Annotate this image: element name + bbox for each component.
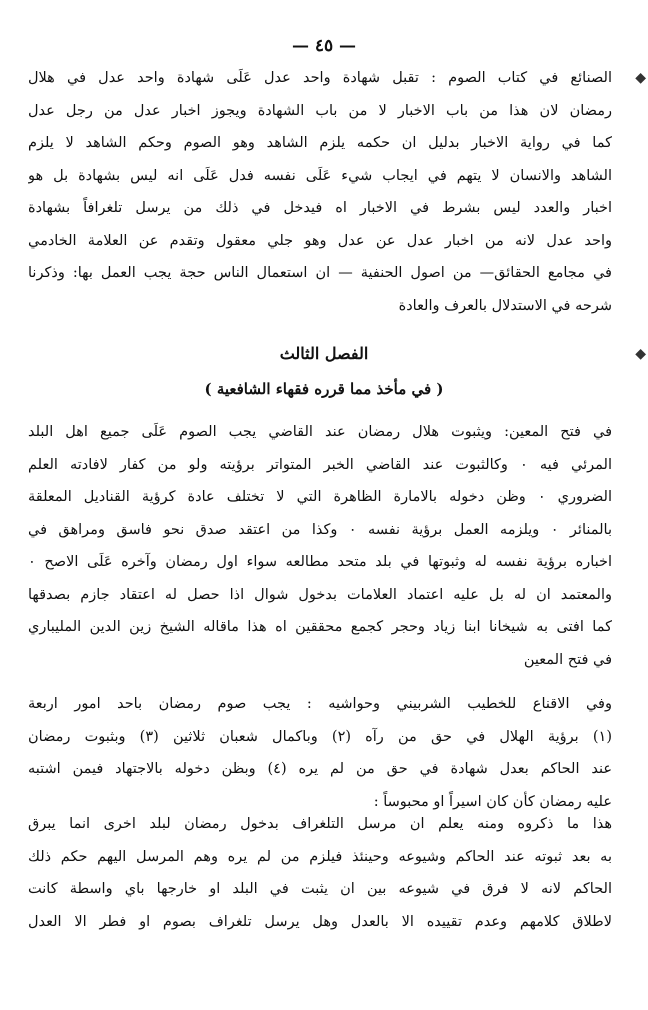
text-line: والمعتمد ان له بل عليه اعتماد العلامات بدخول شوال اذا حصل له اعتقاد جازم بصدقها — [28, 586, 612, 603]
text-line: اخباره برؤية نفسه له وثبوتها في بلد متحد مطالعه سواء اول رمضان وآخره عَلَى الاصح ٠ — [28, 554, 612, 570]
text-line: شرحه في الاستدلال بالعرف والعادة — [398, 297, 612, 314]
text-line: بالمنائر ٠ ويلزمه العمل برؤية نفسه ٠ وكذا من اعتقد صدق نحو فاسق ومراهق في — [28, 521, 612, 538]
text-line: اخبار والعدد ليس بشرط في الاخبار اه فيدخل في ذلك من يرسل تلغرافاً بشهادة — [28, 200, 612, 216]
text-line: المرئي فيه ٠ وكالثبوت عند القاضي الخبر المتواتر برؤيته ولو من كفار لافادته العلم — [28, 456, 612, 473]
paragraph-3 — [28, 688, 612, 818]
chapter-heading: الفصل الثالث — [279, 344, 369, 363]
text-line: الضروري ٠ وظن دخوله بالامارة الظاهرة التي لا تختلف عادة كرؤية القناديل المعلقة — [28, 489, 612, 505]
text-line: في مجامع الحقائق— من اصول الحنفية — ان استعمال الناس حجة يجب العمل بها: وذكرنا — [28, 265, 612, 281]
text-line: كما افتى به شيخانا ابنا زياد وحجر كجمع محققين اه هذا ماقاله الشيخ زين الدين المليباري — [28, 619, 612, 635]
paragraph-2 — [28, 416, 612, 676]
text-line: لاطلاق كلامهم وعدم تقييده الا بالعدل وهل يرسل تلغراف بصوم او فطر الا العدل — [28, 913, 612, 930]
text-line: الحاكم لانه لا فرق في شيوعه بين ان يثبت في البلد او خارجها باي واسطة كانت — [28, 881, 612, 897]
text-line: وفي الاقناع للخطيب الشربيني وحواشيه : يجب صوم رمضان باحد امور اربعة — [28, 696, 612, 712]
paragraph-4 — [28, 808, 612, 938]
text-line: كما في رواية الاخبار بدليل ان حكمه يلزم الشاهد وهو الصوم وحكم الشاهد لا يلزم — [28, 135, 612, 151]
margin-mark: ◆ — [635, 346, 646, 362]
margin-mark: ◆ — [635, 70, 646, 86]
text-line: رمضان لان هذا من باب الاخبار لا من باب الشهادة ويجوز اخبار عدل من رجل عدل — [28, 102, 612, 119]
page-number: — ٤٥ — — [291, 36, 357, 56]
chapter-subheading: ( في مأخذ مما قرره فقهاء الشافعية ) — [204, 380, 444, 398]
text-line: به بعد ثبوته عند الحاكم وشيوعه وحينئذ فيلزم من لم يره وهم المرسل اليهم حكم ذلك — [28, 848, 612, 865]
text-line: هذا ما ذكروه ومنه يعلم ان مرسل التلغراف بدخول رمضان لبلد اخرى انما يبرق — [28, 816, 612, 832]
text-line: الشاهد والانسان لا يتهم في ايجاب شيء عَلَى نفسه فدل عَلَى انه ليس بشهادة بل هو — [28, 167, 612, 184]
text-line: عليه رمضان كأن كان اسيراً او محبوساً : — [373, 793, 612, 810]
paragraph-1 — [28, 62, 612, 322]
text-line: في فتح المعين: ويثبوت هلال رمضان عند القاضي يجب الصوم عَلَى جميع اهل البلد — [28, 424, 612, 440]
text-line: الصنائع في كتاب الصوم : تقبل شهادة واحد عدل عَلَى شهادة واحد عدل في هلال — [28, 70, 612, 86]
text-line: (١) برؤية الهلال في حق من رآه (٢) وباكمال شعبان ثلاثين (٣) وبثبوت رمضان — [28, 728, 612, 745]
text-line: واحد عدل لانه من اخبار عدل عن عدل وهو جلي معقول وتقدم عن العلامة الخادمي — [28, 232, 612, 249]
text-line: في فتح المعين — [523, 651, 612, 668]
text-line: عند الحاكم بعدل شهادة في حق من لم يره (٤) وبظن دخوله بالاجتهاد فيمن اشتبه — [28, 761, 612, 777]
